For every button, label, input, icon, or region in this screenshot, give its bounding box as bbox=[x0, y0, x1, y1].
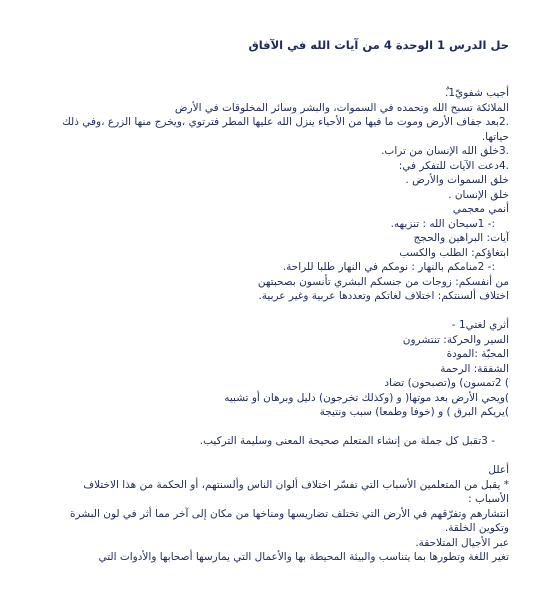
answer-line: .3خلق الله الإنسان من تراب. bbox=[381, 145, 509, 157]
answer-line: .4دعت الآيات للتفكر في: bbox=[398, 159, 509, 172]
vocabulary-line: اختلاف ألسنتكم: اختلاف لغاتكم وتعددها عربية وغير عربية. bbox=[258, 290, 509, 302]
vocabulary-line: :- 1سبحان الله : تنزيهه. bbox=[390, 217, 495, 230]
vocabulary-line: من أنفسكم: زوجات من جنسكم البشري تأنسون بصحبتهن bbox=[257, 275, 509, 288]
heading-justify: أعلل bbox=[488, 464, 509, 476]
answer-line: الملائكة تسبح الله وتحمده في السموات، والبشر وسائر المخلوقات في الأرض bbox=[174, 101, 509, 114]
page-title: حل الدرس 1 الوحدة 4 من آيات الله في الآفاق bbox=[248, 38, 509, 52]
document-body bbox=[29, 86, 509, 565]
justify-line: عبر الأجيال المتلاحقة. bbox=[415, 536, 509, 549]
heading-language-enrichment: أثري لغتي1 - bbox=[451, 319, 509, 331]
answer-line: حياتها. bbox=[481, 130, 509, 143]
spacer bbox=[29, 449, 509, 464]
vocabulary-line: :- 2منامكم بالنهار : نومكم في النهار طلبا للراحة. bbox=[282, 261, 495, 273]
enrichment-line: الشفقة: الرحمة bbox=[440, 362, 509, 375]
spacer bbox=[29, 304, 509, 319]
justify-line: وتكوين الخلقة. bbox=[444, 522, 509, 534]
enrichment-line: المحبّة :المودة bbox=[446, 348, 509, 360]
heading-vocabulary: أنمي معجمي bbox=[452, 203, 509, 215]
enrichment-line: - 3تقبل كل جملة من إنشاء المتعلم صحيحة المعنى وسليمة التركيب. bbox=[199, 435, 495, 447]
enrichment-line: ) 2تمسون) و(تصبحون) تضاد bbox=[384, 377, 509, 389]
answer-line: خلق السموات والأرض . bbox=[405, 174, 509, 186]
answer-line: .2بعد جفاف الأرض وموت ما فيها من الأحياء ينزل الله عليها المطر فترتوي ،ويخرج منها الزرع ،وفي ذلك bbox=[62, 116, 509, 128]
enrichment-line: )يريكم البرق ) و (خوفا وطمعا) سبب ونتيجة bbox=[319, 406, 509, 418]
justify-line: تغير اللغة وتطورها بما يتناسب والبيئة المحيطة بها والأعمال التي يمارسها أصحابها والأدوات التي bbox=[98, 551, 509, 563]
answer-line: خلق الإنسان . bbox=[448, 188, 509, 201]
heading-oral-answer: أجيب شفويّ1.ٌ bbox=[444, 87, 509, 99]
justify-line: انتشارهم وتفرّقهم في الأرض التي تختلف تضاريسها ومناخها من مكان إلى آخر مما أثر في لون البشرة bbox=[69, 507, 509, 520]
enrichment-line: السير والحركة: تنتشرون bbox=[402, 333, 509, 346]
vocabulary-line: آيات: البراهين والحجج bbox=[413, 232, 509, 244]
justify-line: * يقبل من المتعلمين الأسباب التي تفسّر اختلاف ألوان الناس وألسنتهم، أو الحكمة من هذا الاختلاف bbox=[83, 478, 509, 491]
spacer bbox=[29, 420, 509, 435]
vocabulary-line: ابتغاؤكم: الطلب والكسب bbox=[399, 246, 509, 259]
justify-line: الأسباب : bbox=[468, 493, 509, 505]
enrichment-line: )ويحي الأرض بعد موتها( و (وكذلك تخرجون) دليل وبرهان أو تشبيه bbox=[224, 391, 509, 404]
